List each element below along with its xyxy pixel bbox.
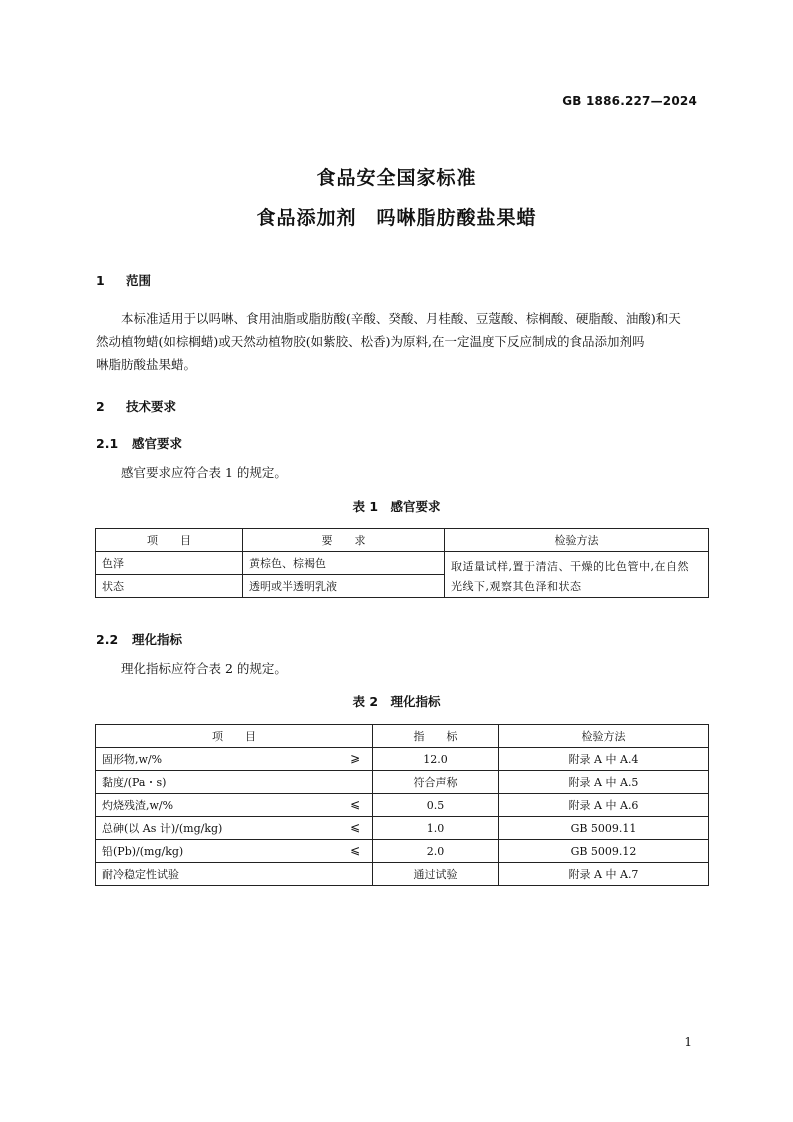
table-cell: 附录 A 中 A.6	[499, 794, 709, 817]
table-cell: GB 5009.11	[499, 817, 709, 840]
section-2-2-heading	[96, 630, 182, 648]
page-number: 1	[684, 1035, 692, 1049]
sensory-paragraph: 感官要求应符合表 1 的规定。	[121, 465, 287, 480]
table-cell: 0.5	[373, 794, 499, 817]
table-cell	[96, 771, 373, 794]
table-header-cell: 项 目	[96, 529, 243, 552]
physicochemical-paragraph: 理化指标应符合表 2 的规定。	[121, 661, 287, 676]
section-2-1-heading	[96, 434, 182, 452]
section-number: 2.2	[96, 632, 119, 647]
table-row	[96, 840, 709, 863]
table-cell: 状态	[96, 575, 243, 598]
method-line: 光线下,观察其色泽和状态	[451, 580, 582, 593]
table-cell: 附录 A 中 A.4	[499, 748, 709, 771]
paragraph-line: 然动植物蜡(如棕榈蜡)或天然动植物胶(如紫胶、松香)为原料,在一定温度下反应制成的食品添加剂吗	[96, 334, 645, 349]
document-subtitle: 食品添加剂 吗啉脂肪酸盐果蜡	[256, 207, 537, 229]
table-cell: 12.0	[373, 748, 499, 771]
section-2-heading	[96, 397, 176, 415]
standard-code: GB 1886.227—2024	[562, 94, 697, 108]
table-cell	[96, 817, 373, 840]
item-label: 耐冷稳定性试验	[102, 868, 179, 881]
item-label: 固形物,w/%	[102, 753, 163, 766]
table-cell: 黄棕色、棕褐色	[243, 552, 445, 575]
table-cell: 通过试验	[373, 863, 499, 886]
test-method-cell	[445, 552, 709, 598]
section-number: 2.1	[96, 436, 119, 451]
method-line: 取适量试样,置于清洁、干燥的比色管中,在自然	[451, 560, 689, 573]
table-cell	[96, 794, 373, 817]
table-header-cell: 检验方法	[499, 725, 709, 748]
less-equal-symbol: ⩽	[349, 820, 360, 834]
table-cell: 2.0	[373, 840, 499, 863]
section-title: 技术要求	[126, 399, 177, 414]
table-header-cell: 要 求	[243, 529, 445, 552]
scope-paragraph	[96, 307, 706, 376]
physicochemical-table	[95, 724, 709, 886]
less-equal-symbol: ⩽	[349, 797, 360, 811]
section-1-heading	[96, 271, 151, 289]
table-cell: GB 5009.12	[499, 840, 709, 863]
less-equal-symbol: ⩽	[349, 843, 360, 857]
table-cell: 附录 A 中 A.5	[499, 771, 709, 794]
table-cell: 符合声称	[373, 771, 499, 794]
table-row	[96, 748, 709, 771]
table-header-cell: 项 目	[96, 725, 373, 748]
sensory-table	[95, 528, 709, 598]
section-title: 理化指标	[132, 632, 183, 647]
table-header-row	[96, 529, 709, 552]
table-header-row	[96, 725, 709, 748]
item-label: 铅(Pb)/(mg/kg)	[102, 845, 184, 858]
table-cell: 色泽	[96, 552, 243, 575]
table-cell: 附录 A 中 A.7	[499, 863, 709, 886]
table-cell	[96, 840, 373, 863]
section-title: 范围	[126, 273, 152, 288]
item-label: 灼烧残渣,w/%	[102, 799, 174, 812]
table-row	[96, 863, 709, 886]
table-cell: 1.0	[373, 817, 499, 840]
table-cell	[96, 863, 373, 886]
table-2-caption: 表 2 理化指标	[352, 694, 441, 709]
table-1-caption: 表 1 感官要求	[352, 499, 441, 514]
section-title: 感官要求	[132, 436, 183, 451]
document-title: 食品安全国家标准	[316, 167, 477, 189]
section-number: 1	[96, 273, 105, 288]
table-row	[96, 552, 709, 575]
table-row	[96, 817, 709, 840]
item-label: 黏度/(Pa・s)	[102, 776, 167, 789]
paragraph-line: 啉脂肪酸盐果蜡。	[96, 357, 197, 372]
table-cell: 透明或半透明乳液	[243, 575, 445, 598]
greater-equal-symbol: ⩾	[349, 751, 360, 765]
table-header-cell: 检验方法	[445, 529, 709, 552]
table-header-cell: 指 标	[373, 725, 499, 748]
item-label: 总砷(以 As 计)/(mg/kg)	[102, 822, 223, 835]
section-number: 2	[96, 399, 105, 414]
table-row	[96, 794, 709, 817]
table-row	[96, 771, 709, 794]
table-cell	[96, 748, 373, 771]
paragraph-line: 本标准适用于以吗啉、食用油脂或脂肪酸(辛酸、癸酸、月桂酸、豆蔻酸、棕榈酸、硬脂酸、油酸)和天	[121, 311, 681, 326]
